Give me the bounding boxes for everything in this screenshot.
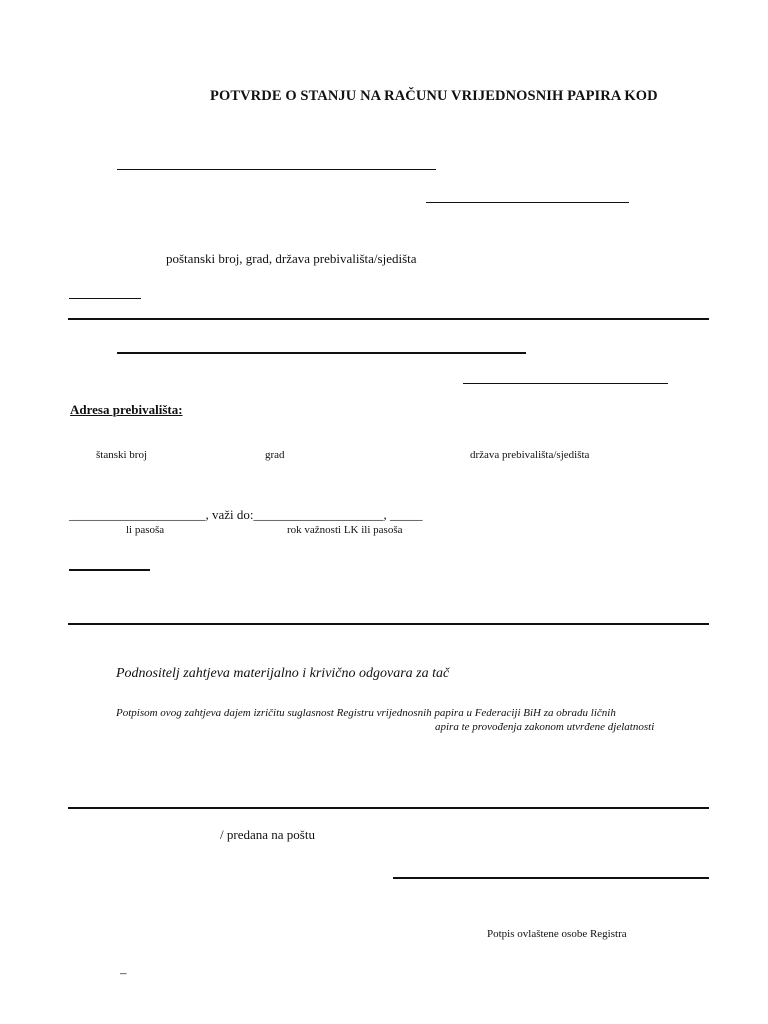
postal-line-label: poštanski broj, grad, država prebivališta/sjedišta [166, 251, 417, 266]
footer-mark: – [120, 965, 127, 980]
document-title: POTVRDE O STANJU NA RAČUNU VRIJEDNOSNIH PAPIRA KOD [210, 88, 658, 104]
consent-line-2: apira te provođenja zakonom utvrđene djelatnosti [435, 721, 655, 733]
column-label-postal: štanski broj [96, 449, 148, 461]
signature-label: Potpis ovlaštene osobe Registra [487, 928, 627, 940]
consent-line-1: Potpisom ovog zahtjeva dajem izričitu suglasnost Registru vrijednosnih papira u Federaciji BiH za obradu ličnih [116, 707, 616, 719]
blank-line [426, 202, 629, 203]
blank-line [463, 383, 668, 384]
blank-line [117, 352, 526, 354]
address-heading: Adresa prebivališta: [70, 402, 183, 417]
section-divider [68, 623, 709, 625]
section-divider [68, 807, 709, 809]
section-divider [68, 318, 709, 320]
blank-line [69, 569, 150, 571]
blank-line [69, 298, 141, 299]
delivery-note: / predana na poštu [220, 827, 315, 842]
column-label-city: grad [265, 449, 285, 461]
sub-label-passport: li pasoša [126, 524, 165, 536]
liability-statement: Podnositelj zahtjeva materijalno i krivično odgovara za tač [116, 666, 450, 681]
sub-label-validity: rok važnosti LK ili pasoša [287, 524, 403, 536]
signature-line [393, 877, 709, 879]
column-label-country: država prebivališta/sjedišta [470, 449, 590, 461]
blank-line [117, 169, 436, 170]
validity-line: _____________________, važi do:____________________, _____ [69, 507, 423, 522]
